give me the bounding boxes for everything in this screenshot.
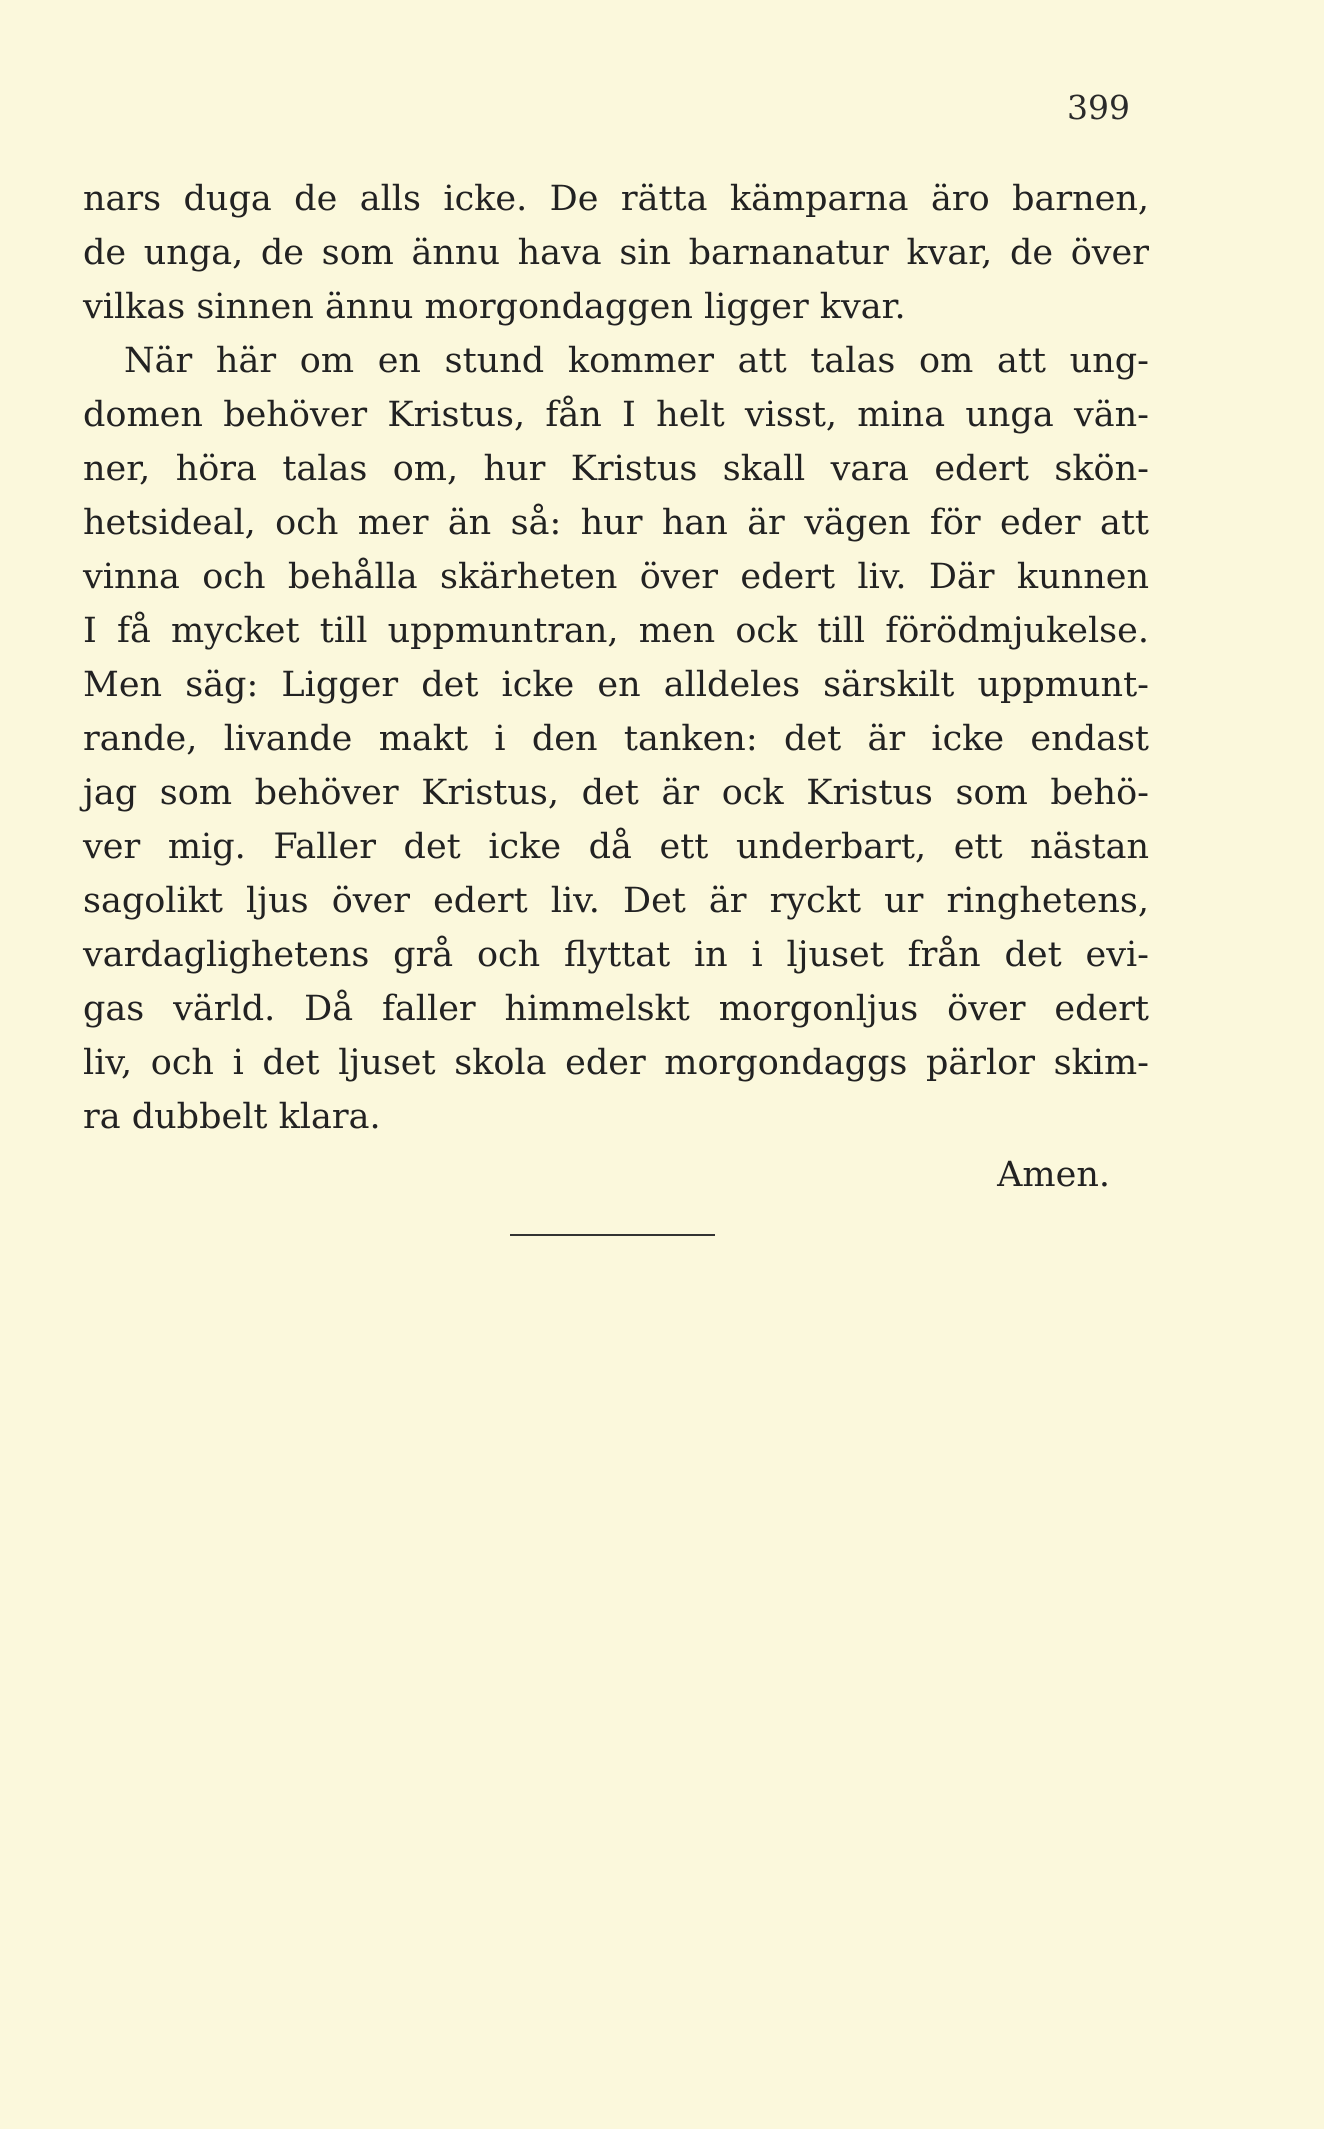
text-line-14: sagolikt ljus över edert liv. Det är ryckt ur ringhetens,	[83, 881, 1149, 921]
text-line-6: ner, höra talas om, hur Kristus skall vara edert skön-	[83, 449, 1149, 489]
text-line-8: vinna och behålla skärheten över edert liv. Där kunnen	[83, 557, 1149, 597]
text-line-16: gas värld. Då faller himmelskt morgonljus över edert	[83, 989, 1149, 1029]
text-line-17: liv, och i det ljuset skola eder morgondaggs pärlor skim-	[83, 1043, 1149, 1083]
text-line-4: När här om en stund kommer att talas om att ung-	[124, 341, 1149, 381]
text-line-3: vilkas sinnen ännu morgondaggen ligger kvar.	[83, 287, 906, 327]
text-line-12: jag som behöver Kristus, det är ock Kristus som behö-	[83, 773, 1149, 813]
text-line-5: domen behöver Kristus, fån I helt visst, mina unga vän-	[83, 395, 1149, 435]
text-line-2: de unga, de som ännu hava sin barnanatur kvar, de över	[83, 233, 1149, 273]
closing-amen: Amen.	[997, 1155, 1110, 1195]
text-line-9: I få mycket till uppmuntran, men ock till förödmjukelse.	[83, 611, 1149, 651]
page-number: 399	[1067, 88, 1130, 127]
section-divider	[510, 1234, 715, 1236]
text-line-10: Men säg: Ligger det icke en alldeles särskilt uppmunt-	[83, 665, 1149, 705]
text-line-15: vardaglighetens grå och flyttat in i ljuset från det evi-	[83, 935, 1149, 975]
text-line-11: rande, livande makt i den tanken: det är icke endast	[83, 719, 1149, 759]
text-line-18: ra dubbelt klara.	[83, 1097, 381, 1137]
text-line-7: hetsideal, och mer än så: hur han är vägen för eder att	[83, 503, 1149, 543]
text-line-1: nars duga de alls icke. De rätta kämparna äro barnen,	[83, 179, 1149, 219]
text-line-13: ver mig. Faller det icke då ett underbart, ett nästan	[83, 827, 1149, 867]
